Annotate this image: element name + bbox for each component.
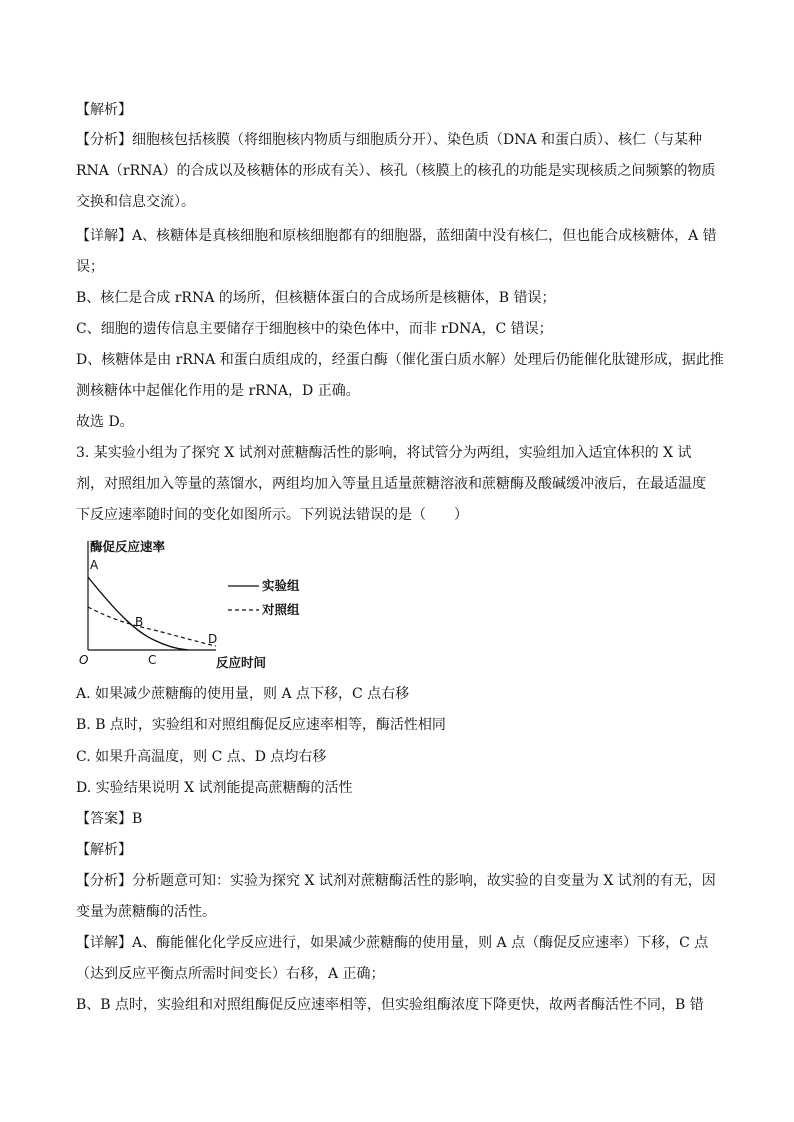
control-curve: [88, 607, 216, 646]
paragraph-line: （达到反应平衡点所需时间变长）右移，A 正确；: [76, 966, 385, 982]
paragraph-line: 变量为蔗糖酶的活性。: [76, 904, 216, 920]
question-stem: 3. 某实验小组为了探究 X 试剂对蔗糖酶活性的影响，将试管分为两组，实验组加入适宜体积的 X 试: [76, 445, 692, 461]
point-label-b: B: [135, 615, 144, 629]
paragraph-line: 【详解】A、酶能催化化学反应进行，如果减少蔗糖酶的使用量，则 A 点（酶促反应速率）下移，C 点: [76, 935, 709, 951]
option-b: B. B 点时，实验组和对照组酶促反应速率相等，酶活性相同: [76, 717, 446, 733]
section-heading-analysis: 【解析】: [76, 102, 132, 118]
paragraph-line: 交换和信息交流）。: [76, 194, 195, 210]
question-stem: 下反应速率随时间的变化如图所示。下列说法错误的是（ ）: [76, 507, 468, 523]
paragraph-line: C、细胞的遗传信息主要储存于细胞核中的染色体中，而非 rDNA，C 错误；: [76, 321, 553, 337]
paragraph-line: 【详解】A、核糖体是真核细胞和原核细胞都有的细胞器，蓝细菌中没有核仁，但也能合成核糖体，A 错: [76, 228, 717, 244]
answer-line: 【答案】B: [76, 811, 143, 827]
paragraph-line: 【分析】分析题意可知：实验为探究 X 试剂对蔗糖酶活性的影响，故实验的自变量为 X 试剂的有无，因: [76, 873, 716, 889]
x-axis-label: 反应时间: [216, 655, 267, 670]
paragraph-line: RNA（rRNA）的合成以及核糖体的形成有关）、核孔（核膜上的核孔的功能是实现核质之间频繁的物质: [76, 163, 716, 179]
paragraph-line: 故选 D。: [76, 414, 134, 430]
paragraph-line: 误；: [76, 259, 104, 275]
option-a: A. 如果减少蔗糖酶的使用量，则 A 点下移，C 点右移: [76, 686, 410, 702]
legend-experimental-label: 实验组: [262, 578, 300, 593]
origin-label: O: [79, 653, 89, 667]
paragraph-line: 【分析】细胞核包括核膜（将细胞核内物质与细胞质分开）、染色质（DNA 和蛋白质）、核仁（与某种: [76, 132, 703, 148]
paragraph-line: 测核糖体中起催化作用的是 rRNA，D 正确。: [76, 383, 360, 399]
y-axis-label: 酶促反应速率: [90, 539, 166, 554]
enzyme-rate-graph: [76, 537, 316, 669]
paragraph-line: B、B 点时，实验组和对照组酶促反应速率相等，但实验组酶浓度下降更快，故两者酶活性不同，B 错: [76, 997, 704, 1013]
experimental-curve: [88, 577, 188, 650]
point-label-d: D: [208, 632, 218, 646]
option-c: C. 如果升高温度，则 C 点、D 点均右移: [76, 749, 327, 765]
question-stem: 剂，对照组加入等量的蒸馏水，两组均加入等量且适量蔗糖溶液和蔗糖酶及酸碱缓冲液后，在最适温度: [76, 476, 706, 492]
section-heading-analysis: 【解析】: [76, 842, 132, 858]
option-d: D. 实验结果说明 X 试剂能提高蔗糖酶的活性: [76, 780, 353, 796]
point-label-c: C: [148, 653, 157, 667]
paragraph-line: D、核糖体是由 rRNA 和蛋白质组成的，经蛋白酶（催化蛋白质水解）处理后仍能催化肽键形成，据此推: [76, 352, 724, 368]
point-label-a: A: [90, 558, 99, 572]
paragraph-line: B、核仁是合成 rRNA 的场所，但核糖体蛋白的合成场所是核糖体，B 错误；: [76, 290, 556, 306]
graph-svg: [76, 537, 316, 669]
legend-control-label: 对照组: [262, 602, 300, 617]
